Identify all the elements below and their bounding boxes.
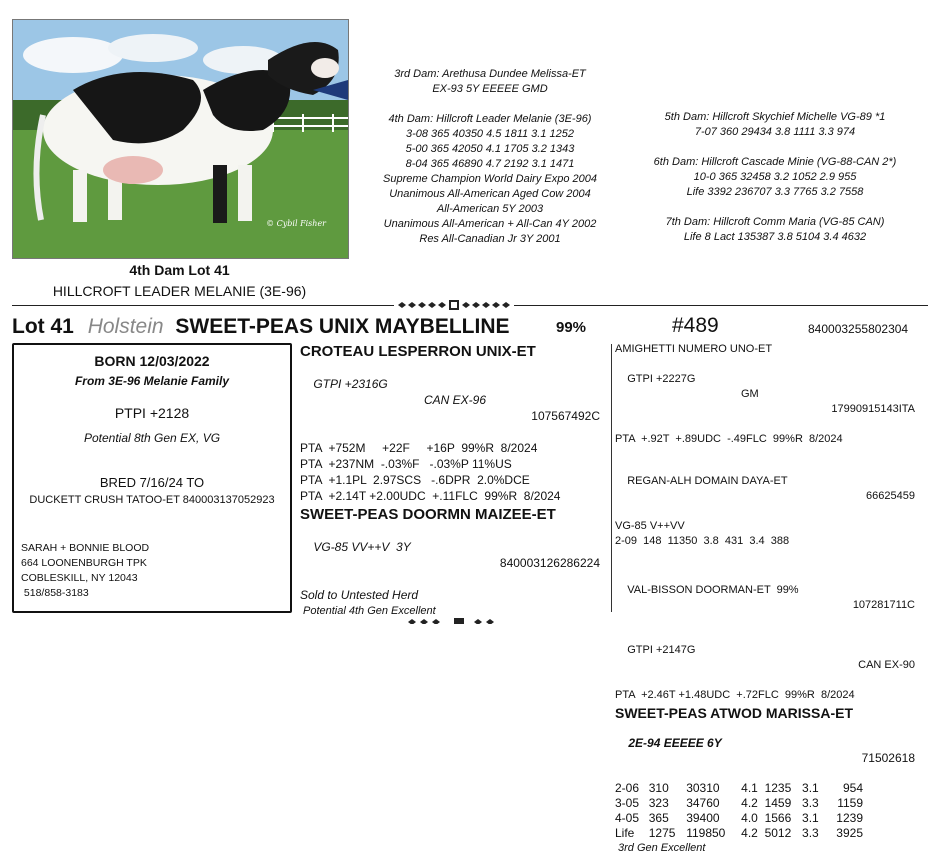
lactation-cell: 1235 [764,781,792,795]
lactation-cell: 3925 [836,826,863,840]
lactation-row [615,796,863,811]
bred-date: BRED 7/16/24 TO [99,475,205,490]
lactation-cell: 3.3 [802,796,819,810]
ds-name-row [615,568,915,628]
ds-info-row [615,628,915,688]
lactation-row [615,826,863,841]
dd-info-row [615,721,915,781]
ss-info-row [615,357,915,432]
lactation-row [615,781,863,796]
lactation-cell: 3.1 [802,811,819,825]
cow-photo [12,19,349,259]
ds-pta: PTA +2.46T +1.48UDC +.72FLC 99%R 8/2024 [615,689,855,701]
sire-info-row [300,360,605,440]
born-date: BORN 12/03/2022 [94,353,210,369]
sire-gtpi: GTPI +2316G [313,377,388,391]
lactation-cell: 34760 [686,796,720,810]
ds-class: CAN EX-90 [858,659,915,671]
dam-name: SWEET-PEAS DOORMN MAIZEE-ET [300,506,556,523]
pedigree-line: 7th Dam: Hillcroft Comm Maria (VG-85 CAN) [665,216,885,228]
pedigree-line: Unanimous All-American + All-Can 4Y 2002 [383,218,597,230]
lactation-cell: 365 [648,811,669,825]
percent-value: 99% [556,319,587,336]
lot-header [12,315,510,339]
ds-gtpi: GTPI +2147G [627,644,696,656]
bred-bull: DUCKETT CRUSH TATOO-ET 840003137052923 [29,494,275,506]
lactation-cell: 4.1 [741,781,758,795]
bottom-ornament [404,612,514,624]
photo-caption-name: HILLCROFT LEADER MELANIE (3E-96) [52,283,307,299]
sd-reg: 66625459 [866,490,915,502]
ss-reg: 17990915143ITA [831,403,915,415]
dd-class: 2E-94 EEEEE 6Y [628,736,722,750]
lactation-cell: 4-05 [615,811,640,825]
registration-number: 840003255802304 [808,322,909,336]
pedigree-line: Unanimous All-American Aged Cow 2004 [389,188,591,200]
lactation-cell: Life [615,826,635,840]
lot-label: Lot 41 [12,315,74,338]
lactation-cell: 5012 [764,826,792,840]
family-note: From 3E-96 Melanie Family [74,374,230,388]
pedigree-line: 8-04 365 46890 4.7 2192 3.1 1471 [405,158,575,170]
dam-note: Sold to Untested Herd [300,588,419,602]
ss-gm: GM [741,388,759,400]
dd-lactation-table [615,781,863,841]
lactation-cell: 1275 [648,826,676,840]
ptpi-value: PTPI +2128 [114,405,190,421]
lactation-cell: 4.0 [741,811,758,825]
pedigree-line: 5-00 365 42050 4.1 1705 3.2 1343 [405,143,575,155]
breed-label: Holstein [87,315,164,338]
pedigree-line: EX-93 5Y EEEEE GMD [432,83,548,95]
address-line: 664 LOONENBURGH TPK [21,557,147,569]
ss-name: AMIGHETTI NUMERO UNO-ET [615,343,773,355]
dd-note: 3rd Gen Excellent [618,842,706,854]
lactation-cell: 4.2 [741,826,758,840]
address-line: SARAH + BONNIE BLOOD [21,542,150,554]
sire-pta-line: PTA +2.14T +2.00UDC +.11FLC 99%R 8/2024 [300,489,561,503]
pedigree-line: 3-08 365 40350 4.5 1811 3.1 1252 [405,128,574,140]
address-line: COBLESKILL, NY 12043 [21,572,138,584]
sire-pta-line: PTA +752M +22F +16P 99%R 8/2024 [300,441,538,455]
photo-caption-title: 4th Dam Lot 41 [129,262,230,278]
pedigree-line: Supreme Champion World Dairy Expo 2004 [383,173,597,185]
pedigree-line: 4th Dam: Hillcroft Leader Melanie (3E-96) [388,113,592,125]
sd-record: 2-09 148 11350 3.8 431 3.4 388 [615,535,790,547]
lactation-cell: 310 [648,781,669,795]
dam-note-2: Potential 4th Gen Excellent [303,605,436,617]
pedigree-line: 3rd Dam: Arethusa Dundee Melissa-ET [394,68,586,80]
dd-reg: 71502618 [861,751,915,765]
pedigree-line: All-American 5Y 2003 [436,203,544,215]
sd-name: REGAN-ALH DOMAIN DAYA-ET [627,475,788,487]
divider-ornament [394,298,514,312]
lactation-cell: 4.2 [741,796,758,810]
address-line: 518/858-3183 [21,587,89,599]
lactation-cell: 2-06 [615,781,640,795]
potential-note: Potential 8th Gen EX, VG [83,431,221,445]
sire-pta-line: PTA +237NM -.03%F -.03%P 11%US [300,457,512,471]
ss-gtpi: GTPI +2227G [627,373,696,385]
pedigree-line: 5th Dam: Hillcroft Skychief Michelle VG-89 *1 [664,111,886,123]
pedigree-line: Life 3392 236707 3.3 7765 3.2 7558 [686,186,864,198]
pedigree-center [370,67,610,247]
pedigree-line: 7-07 360 29434 3.8 1111 3.3 974 [694,126,856,138]
lactation-row [615,811,863,826]
lactation-cell: 1459 [764,796,792,810]
pedigree-line: Res All-Canadian Jr 3Y 2001 [419,233,561,245]
lactation-cell: 3.3 [802,826,819,840]
lactation-cell: 3.1 [802,781,819,795]
info-box [12,343,292,613]
sire-pta-line: PTA +1.1PL 2.97SCS -.6DPR 2.0%DCE [300,473,530,487]
ss-pta: PTA +.92T +.89UDC -.49FLC 99%R 8/2024 [615,433,843,445]
dam-class: VG-85 VV++V 3Y [313,540,411,554]
consignor-address [21,541,149,601]
sd-class: VG-85 V++VV [615,520,685,532]
ds-reg: 107281711C [852,599,915,611]
sd-name-row [615,459,915,519]
lactation-cell: 119850 [686,826,726,840]
dd-name: SWEET-PEAS ATWOD MARISSA-ET [615,705,853,721]
pedigree-line: Life 8 Lact 135387 3.8 5104 3.4 4632 [683,231,867,243]
pedigree-line: 10-0 365 32458 3.2 1052 2.9 955 [693,171,857,183]
lactation-cell: 1239 [836,811,863,825]
sire-name: CROTEAU LESPERRON UNIX-ET [300,343,536,360]
lactation-cell: 1159 [837,796,863,810]
photo-credit: © Cybil Fisher [266,219,326,228]
lactation-cell: 39400 [686,811,720,825]
catalog-number: #489 [672,314,719,337]
column-divider [611,344,612,612]
ancestors-right [615,342,915,856]
lactation-cell: 30310 [686,781,720,795]
lactation-cell: 323 [648,796,669,810]
animal-name: SWEET-PEAS UNIX MAYBELLINE [175,315,510,338]
dam-info-row [300,523,605,587]
dam-reg: 840003126286224 [499,556,600,570]
lactation-cell: 3-05 [615,796,640,810]
lactation-cell: 954 [842,781,863,795]
pedigree-line: 6th Dam: Hillcroft Cascade Minie (VG-88-CAN 2*) [653,156,897,168]
lactation-cell: 1566 [764,811,792,825]
sire-dam-column [300,344,605,619]
sire-reg: 107567492C [531,409,600,423]
pedigree-right [630,110,920,245]
sire-class: CAN EX-96 [424,393,487,407]
ds-name: VAL-BISSON DOORMAN-ET 99% [627,584,799,596]
